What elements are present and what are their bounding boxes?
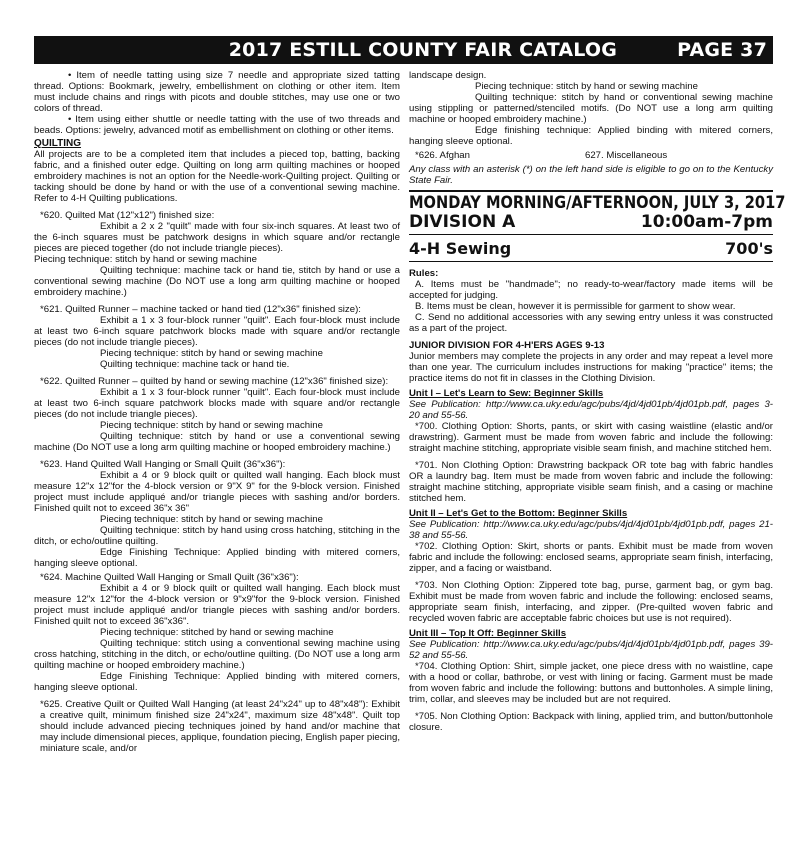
- class-622-quilting: Quilting technique: stitch by hand or use a conventional sewing machine (Do NOT use a long arm quilting machine or hooped embroidery machine.): [34, 431, 400, 453]
- class-705: *705. Non Clothing Option: Backpack with lining, applied trim, and button/buttonhole closure.: [409, 711, 773, 733]
- page-number: PAGE 37: [677, 39, 767, 61]
- unit-1-publication: See Publication: http://www.ca.uky.edu/agc/pubs/4jd/4jd01pb/4jd01pb.pdf, pages 3-20 and 55-56.: [409, 399, 773, 421]
- department-name: 4-H Sewing: [409, 239, 512, 258]
- division-time: 10:00am-7pm: [640, 212, 773, 232]
- class-623-piecing: Piecing technique: stitch by hand or sewing machine: [100, 514, 323, 525]
- class-623-quilting: Quilting technique: stitch by hand using cross hatching, stitching in the ditch, or echo/outline quilting.: [34, 525, 400, 547]
- class-704: *704. Clothing Option: Shirt, simple jacket, one piece dress with no waistline, cape with a hood or collar, bathrobe, or vest with lining or facing. Garment must be made from woven fabric and include the following: buttons and buttonholes. A simple lining, trim, collar, and sleeves may be included but are not required.: [409, 661, 773, 705]
- right-column: [409, 70, 786, 733]
- unit-1-heading: Unit I – Let's Learn to Sew: Beginner Skills: [409, 388, 604, 399]
- class-627: 627. Miscellaneous: [585, 150, 668, 161]
- class-622-title: *622. Quilted Runner – quilted by hand or sewing machine (12"x36" finished size):: [40, 376, 389, 387]
- quilting-heading: QUILTING: [34, 138, 82, 149]
- division-label: DIVISION A: [409, 212, 516, 232]
- class-624-title: *624. Machine Quilted Wall Hanging or Small Quilt (36"x36"):: [40, 572, 299, 583]
- unit-3-publication: See Publication: http://www.ca.uky.edu/agc/pubs/4jd/4jd01pb/4jd01pb.pdf, pages 39-52 and 55-56.: [409, 639, 773, 661]
- left-column: [34, 70, 400, 754]
- class-620-exhibit: Exhibit a 2 x 2 "quilt" made with four six-inch squares. At least two of the 6-inch squares must be patchwork designs in which square and/or rectangle pieces are pieced together (do not include triangle pieces).: [34, 221, 400, 254]
- class-625: *625. Creative Quilt or Quilted Wall Hanging (at least 24"x24" up to 48"x48"): Exhibit a creative quilt, minimum finished size 24"x24", maximum size 48"x48". Quilt top should include advanced piecing techniques joined by hand and/or machine that may include dimensional pieces, applique, foundation piecing, English paper piecing, miniature scale, and/or: [40, 699, 400, 754]
- class-701: *701. Non Clothing Option: Drawstring backpack OR tote bag with fabric handles OR a laundry bag. Item must be made from woven fabric and include the following: straight machine stitching, appropriate visible seam finish, and a casing or machine stitched hem.: [409, 460, 773, 504]
- class-623-title: *623. Hand Quilted Wall Hanging or Small Quilt (36"x36"):: [40, 459, 286, 470]
- department-code: 700's: [725, 239, 773, 258]
- class-620-quilting: Quilting technique: machine tack or hand tie, stitch by hand or use a conventional sewing machine (Do NOT use a long arm quilting machine or hooped embroidery machine.): [34, 265, 400, 298]
- rules-heading: Rules:: [409, 268, 439, 279]
- department-divider: [409, 261, 773, 262]
- department-row: [409, 239, 773, 259]
- asterisk-note: Any class with an asterisk (*) on the left hand side is eligible to go on to the Kentucky State Fair.: [409, 164, 773, 186]
- tatting-item-1: • Item of needle tatting using size 7 needle and appropriate sized tatting thread. Options: Bookmark, jewelry, embellishment on clothing or other item. Item must include chains and rings with picots and double stitches, may use one or two colors of thread.: [34, 70, 400, 114]
- class-622-piecing: Piecing technique: stitch by hand or sewing machine: [100, 420, 323, 431]
- unit-3-heading: Unit III – Top It Off: Beginner Skills: [409, 628, 567, 639]
- class-621-quilting: Quilting technique: machine tack or hand tie.: [100, 359, 290, 370]
- class-623-exhibit: Exhibit a 4 or 9 block quilt or quilted wall hanging. Each block must measure 12"x 12"for the 4-block version or 9"X 9" for the 9-block version. Finished project must include appliqué and/or triangle pieces with sashing and/or borders. Finished quilt not to exceed 36"x 36": [34, 470, 400, 514]
- class-621-piecing: Piecing technique: stitch by hand or sewing machine: [100, 348, 323, 359]
- class-624-quilting: Quilting technique: stitch using a conventional sewing machine using cross hatching, stitching in the ditch, or echo/outline quilting. (Do NOT use a long arm quilting machine or hooped embroidery machine.): [34, 638, 400, 671]
- class-700: *700. Clothing Option: Shorts, pants, or skirt with casing waistline (elastic and/or drawstring). Garment must be made from woven fabric and include the following: straight machine stitching, appropriate visible seam finish, and machine stitched hem.: [409, 421, 773, 454]
- class-620-title: *620. Quilted Mat (12"x12") finished size:: [40, 210, 215, 221]
- class-621-title: *621. Quilted Runner – machine tacked or hand tied (12"x36" finished size):: [40, 304, 361, 315]
- page-header-banner: [34, 36, 773, 64]
- class-703: *703. Non Clothing Option: Zippered tote bag, purse, garment bag, or gym bag. Exhibit must be made from woven fabric and include the following: enclosed seams, appropriate seam finish, interfacing, and zipper. (Pre-quilted woven fabric and recycled woven fabric are acceptable fabric choices but use is not required).: [409, 580, 773, 624]
- session-heading: MONDAY MORNING/AFTERNOON, JULY 3, 2017: [409, 193, 786, 213]
- unit-2-publication: See Publication: http://www.ca.uky.edu/agc/pubs/4jd/4jd01pb/4jd01pb.pdf, pages 21-38 and 55-56.: [409, 519, 773, 541]
- tatting-item-2: • Item using either shuttle or needle tatting with the use of two threads and beads. Options: jewelry, advanced motif as embellishment on clothing or other items.: [34, 114, 400, 136]
- class-621-exhibit: Exhibit a 1 x 3 four-block runner "quilt". Each four-block must include at least two 6-inch square patchwork blocks made with square and/or rectangle pieces (do not include triangle pieces).: [34, 315, 400, 348]
- rule-b: B. Items must be clean, however it is permissible for garment to show wear.: [415, 301, 736, 312]
- class-625-quilting: Quilting technique: stitch by hand or conventional sewing machine using stippling or patterned/stenciled motifs. (Do NOT use a long arm quilting machine or hooped embroidery machine.): [409, 92, 773, 125]
- class-620-piecing: Piecing technique: stitch by hand or sewing machine: [34, 254, 257, 265]
- class-626: *626. Afghan: [415, 150, 470, 161]
- class-625-piecing: Piecing technique: stitch by hand or sewing machine: [475, 81, 698, 92]
- class-622-exhibit: Exhibit a 1 x 3 four-block runner "quilt". Each four-block must include at least two 6-inch square patchwork blocks made with square and/or rectangle pieces (do not include triangle pieces).: [34, 387, 400, 420]
- rule-c: C. Send no additional accessories with any sewing entry unless it was constructed as a part of the project.: [409, 312, 773, 334]
- catalog-title: 2017 ESTILL COUNTY FAIR CATALOG: [228, 39, 618, 61]
- class-624-exhibit: Exhibit a 4 or 9 block quilt or quilted wall hanging. Each block must measure 12"x 12"for the 4-block version or 9"x9"for the 9-block version. Finished project must include appliqué and/or triangle pieces with sashing and/or borders. Finished quilt not to exceed 36"x36".: [34, 583, 400, 627]
- class-702: *702. Clothing Option: Skirt, shorts or pants. Exhibit must be made from woven fabric and include the following: enclosed seams, appropriate seam finish, interfacing, zipper, and a facing or waistband.: [409, 541, 773, 574]
- class-624-piecing: Piecing technique: stitched by hand or sewing machine: [100, 627, 334, 638]
- division-row: [409, 213, 773, 232]
- rule-a: A. Items must be "handmade"; no ready-to-wear/factory made items will be accepted for judging.: [409, 279, 773, 301]
- junior-division-text: Junior members may complete the projects in any order and may repeat a level more than one year. The curriculum includes instructions for making "practice" items; the practice items do not fit in classes in the Clothing Division.: [409, 351, 773, 384]
- quilting-intro: All projects are to be a completed item that includes a pieced top, batting, backing fabric, and a finished outer edge. Quilting on long arm quilting machines or hooped embroidery machines is not an option for the Needle-work-Quilting project. Quilting or tacking should be done by hand or with the use of a conventional sewing machine. Refer to 4-H Quilting publications.: [34, 149, 400, 204]
- class-624-edge: Edge Finishing Technique: Applied binding with mitered corners, hanging sleeve optional.: [34, 671, 400, 693]
- division-divider: [409, 234, 773, 235]
- class-623-edge: Edge Finishing Technique: Applied binding with mitered corners, hanging sleeve optional.: [34, 547, 400, 569]
- class-625-edge: Edge finishing technique: Applied binding with mitered corners, hanging sleeve optional.: [409, 125, 773, 147]
- class-626-627-row: [409, 150, 773, 161]
- section-divider: [409, 190, 773, 192]
- junior-division-heading: JUNIOR DIVISION FOR 4-H'ERS AGES 9-13: [409, 340, 605, 351]
- unit-2-heading: Unit II – Let's Get to the Bottom: Beginner Skills: [409, 508, 628, 519]
- class-625-continued: landscape design.: [409, 70, 487, 81]
